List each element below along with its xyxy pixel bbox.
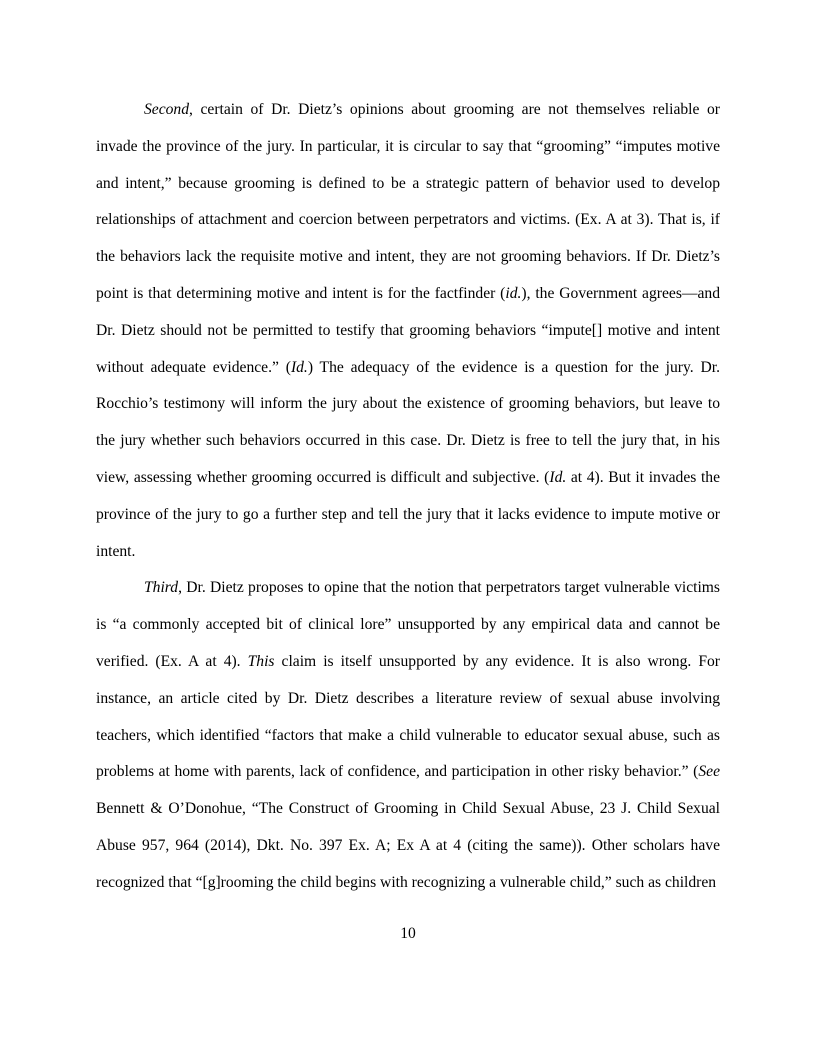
paragraph-second	[96, 92, 720, 570]
page-number: 10	[400, 925, 416, 942]
text-segment: See	[698, 763, 720, 781]
text-segment: , Dr. Dietz proposes to opine that the notion that perpetrators target vulnerable victims is “a commonly accepted bit of clinical lore” unsupported by any empirical data and cannot be verified. (Ex. A at 4).	[96, 579, 720, 670]
document-body	[96, 92, 720, 902]
text-segment: claim is itself unsupported by any evidence. It is also wrong. For instance, an article cited by Dr. Dietz describes a literature review of sexual abuse involving teachers, which identified “factors that make a child vulnerable to educator sexual abuse, such as problems at home with parents, lack of confidence, and participation in other risky behavior.” (	[96, 652, 720, 781]
text-segment: This	[247, 652, 275, 670]
text-segment: id.	[505, 284, 522, 302]
text-segment: Bennett & O’Donohue, “The Construct of Grooming in Child Sexual Abuse, 23 J. Child Sexual Abuse 957, 964 (2014), Dkt. No. 397 Ex. A; Ex A at 4 (citing the same)). Other scholars have recognized that “[g]rooming the child begins with recognizing a vulnerable child,” such as children	[96, 800, 720, 891]
text-segment: , certain of Dr. Dietz’s opinions about grooming are not themselves reliable or invade the province of the jury. In particular, it is circular to say that “grooming” “imputes motive and intent,” because grooming is defined to be a strategic pattern of behavior used to develop relationships of attachment and coercion between perpetrators and victims. (Ex. A at 3). That is, if the behaviors lack the requisite motive and intent, they are not grooming behaviors. If Dr. Dietz’s point is that determining motive and intent is for the factfinder (	[96, 101, 720, 302]
text-segment: ), the Government agrees—and Dr. Dietz should not be permitted to testify that grooming behaviors “impute[] motive and intent without adequate evidence.” (	[96, 284, 720, 376]
text-segment: Id.	[290, 358, 308, 376]
paragraph-third	[96, 570, 720, 901]
text-segment: Third	[144, 579, 179, 597]
text-segment: ) The adequacy of the evidence is a question for the jury. Dr. Rocchio’s testimony will inform the jury about the existence of grooming behaviors, but leave to the jury whether such behaviors occurred in this case. Dr. Dietz is free to tell the jury that, in his view, assessing whether grooming occurred is difficult and subjective. (	[96, 358, 720, 486]
text-segment: Id.	[549, 468, 567, 486]
text-segment: at 4). But it invades the province of the jury to go a further step and tell the jury that it lacks evidence to impute motive or intent.	[96, 468, 720, 560]
text-segment: Second	[144, 101, 190, 118]
